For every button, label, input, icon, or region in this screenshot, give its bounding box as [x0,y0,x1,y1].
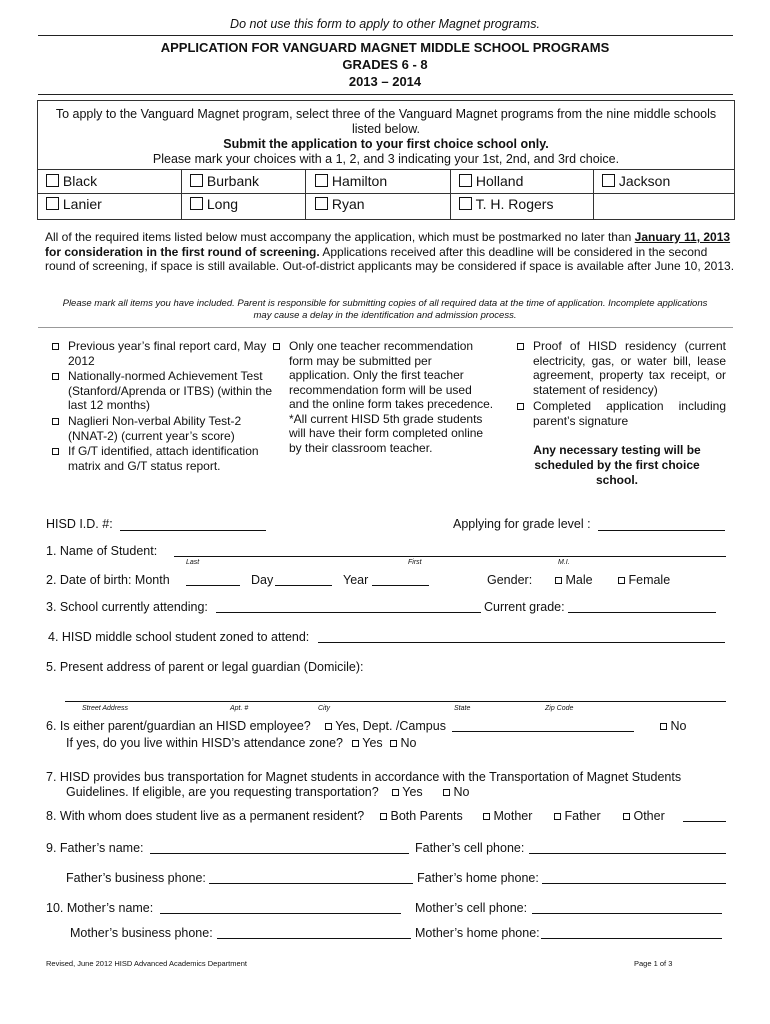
hisd-id-label: HISD I.D. #: [46,517,113,531]
transportation-line2: Guidelines. If eligible, are you requesting transportation? [66,785,379,799]
checkbox-icon[interactable] [46,197,59,210]
resident-other-field[interactable] [683,821,726,822]
attendance-zone-no-label: No [400,736,417,750]
second-round-text: Applications received after this deadline will be considered in the second round of screening, if space is still available. Out-of-district applicants may be considered if space is available after June 10, 2013. [45,244,735,273]
footer-revised: Revised, June 2012 HISD Advanced Academics Department [46,959,247,968]
current-school-field[interactable] [216,612,481,613]
father-name-label: 9. Father’s name: [46,841,144,855]
dob-year-label: Year [343,573,369,587]
student-name-mi-caption: M.I. [558,559,570,566]
mother-name-label: 10. Mother’s name: [46,901,154,915]
school-label: Long [206,196,239,212]
school-grid-col3 [450,169,451,220]
resident-label: 8. With whom does student live as a permanent resident? [46,809,365,823]
father-name-field[interactable] [150,853,409,854]
checkbox-icon[interactable] [602,174,615,187]
school-label: Ryan [331,196,365,212]
school-label: Jackson [618,173,671,189]
item-completed-application [533,399,726,428]
current-grade-field[interactable] [568,612,716,613]
hisd-id-field[interactable] [120,530,266,531]
checkbox-icon[interactable] [517,403,524,410]
school-label: Lanier [62,196,102,212]
hisd-employee-no-option[interactable] [660,719,686,733]
attendance-zone-label: If yes, do you live within HISD’s attendance zone? [66,736,344,750]
checkbox-icon[interactable] [46,174,59,187]
resident-other-label: Other [633,809,665,823]
zoned-school-field[interactable] [318,642,725,643]
item-label: Only one teacher recommendation form may be submitted per application. Only the first teacher recommendation form will be used and the online form takes precedence. *All current HISD 5th grade students will have their form completed online by their classroom teacher. [289,339,494,455]
intro-line4: Please mark your choices with a 1, 2, and 3 indicating your 1st, 2nd, and 3rd choice. [152,152,620,166]
mother-cell-label: Mother’s cell phone: [415,901,528,915]
school-option-long[interactable] [190,196,238,212]
checkbox-icon[interactable] [380,813,387,820]
student-name-label: 1. Name of Student: [46,544,158,558]
item-label: Proof of HISD residency (current electricity, gas, or water bill, lease agreement, property tax receipt, or statement of residency) [533,339,726,397]
school-grid-mid [37,193,735,194]
attendance-zone-yes-label: Yes [362,736,383,750]
checkbox-icon[interactable] [390,740,397,747]
mother-home-field[interactable] [541,938,722,939]
form-notice: Do not use this form to apply to other Magnet programs. [230,17,540,31]
address-state-caption: State [454,705,471,712]
item-label: If G/T identified, attach identification matrix and G/T status report. [68,444,259,473]
header-rule [38,35,733,36]
school-option-burbank[interactable] [190,173,259,189]
item-report-card [68,339,268,368]
checkbox-icon[interactable] [554,813,561,820]
transportation-line1: 7. HISD provides bus transportation for Magnet students in accordance with the Transportation of Magnet Students [46,770,682,784]
grade-level-field[interactable] [598,530,725,531]
hisd-employee-yes-label: Yes, Dept. /Campus [335,719,446,733]
school-option-jackson[interactable] [602,173,670,189]
mother-home-label: Mother’s home phone: [415,926,540,940]
checkbox-icon[interactable] [392,789,399,796]
dob-year-field[interactable] [372,585,429,586]
resident-mother-label: Mother [493,809,533,823]
checkbox-icon[interactable] [325,723,332,730]
form-grades: GRADES 6 - 8 [342,57,428,72]
mother-business-label: Mother’s business phone: [70,926,213,940]
address-city-caption: City [318,705,331,712]
checkbox-icon[interactable] [459,197,472,210]
gender-male-option[interactable] [555,573,593,587]
item-label: Previous year’s final report card, May 2012 [68,339,267,368]
student-name-first-caption: First [408,559,422,566]
address-zip-caption: Zip Code [545,705,574,712]
father-cell-field[interactable] [529,853,726,854]
school-grid-col4 [593,169,594,220]
items-rule [38,327,733,328]
checkbox-icon[interactable] [52,343,59,350]
school-grid-col2 [305,169,306,220]
footer-page-number: Page 1 of 3 [634,959,673,968]
resident-both-label: Both Parents [390,809,463,823]
checkbox-icon[interactable] [273,343,280,350]
hisd-employee-yes-option[interactable] [325,719,446,733]
dept-campus-field[interactable] [452,731,634,732]
mother-business-field[interactable] [217,938,411,939]
current-grade-label: Current grade: [484,600,565,614]
address-apt-caption: Apt. # [230,705,249,712]
gender-label: Gender: [487,573,533,587]
mother-name-field[interactable] [160,913,401,914]
school-label: Holland [475,173,524,189]
checkbox-icon[interactable] [483,813,490,820]
school-grid-top [37,169,735,170]
hisd-employee-no-label: No [670,719,687,733]
father-home-label: Father’s home phone: [417,871,539,885]
first-round-text: for consideration in the first round of screening. [45,244,320,259]
checkbox-icon[interactable] [618,577,625,584]
current-school-label: 3. School currently attending: [46,600,208,614]
intro-line2: listed below. [351,122,421,136]
checkbox-icon[interactable] [52,448,59,455]
form-year: 2013 – 2014 [348,74,422,89]
checkbox-icon[interactable] [459,174,472,187]
dob-month-field[interactable] [186,585,240,586]
school-label: Burbank [206,173,260,189]
school-option-holland[interactable] [459,173,523,189]
checkbox-icon[interactable] [660,723,667,730]
item-label: Naglieri Non-verbal Ability Test-2 (NNAT-2) (current year’s score) [68,414,242,443]
checkbox-icon[interactable] [315,197,328,210]
form-title: APPLICATION FOR VANGUARD MAGNET MIDDLE SCHOOL PROGRAMS [160,40,610,55]
checkbox-icon[interactable] [190,174,203,187]
transportation-yes-label: Yes [402,785,423,799]
intro-line3: Submit the application to your first choice school only. [223,137,549,151]
hisd-employee-label: 6. Is either parent/guardian an HISD employee? [46,719,311,733]
resident-mother-option[interactable] [483,809,532,823]
item-label: Completed application including parent’s signature [533,399,726,428]
header-rule-bottom [38,94,733,95]
gender-female-label: Female [628,573,671,587]
gender-female-option[interactable] [618,573,670,587]
school-option-hamilton[interactable] [315,173,387,189]
item-gt-matrix [68,444,268,473]
intro-line1: To apply to the Vanguard Magnet program, select three of the Vanguard Magnet programs from the nine middle schools [55,107,717,121]
requirements-note: Please mark all items you have included. Parent is responsible for submitting copies of all required data at the time of application. Incomplete applications may cause a delay in the identification and admission process. [62,298,708,321]
item-achievement-test [68,369,278,413]
testing-note: Any necessary testing will be scheduled by the first choice school. [533,443,701,487]
student-name-last-caption: Last [186,559,200,566]
school-label: Black [62,173,98,189]
school-option-lanier[interactable] [46,196,102,212]
item-residency-proof [533,339,726,397]
requirements-paragraph [45,230,735,274]
requirements-text: All of the required items listed below must accompany the application, which must be postmarked no later than [45,230,632,244]
dob-day-field[interactable] [275,585,332,586]
attendance-zone-yes-option[interactable] [352,736,383,750]
address-street-caption: Street Address [82,705,129,712]
checkbox-icon[interactable] [315,174,328,187]
school-option-black[interactable] [46,173,97,189]
father-home-field[interactable] [542,883,726,884]
attendance-zone-no-option[interactable] [390,736,416,750]
dob-label: 2. Date of birth: Month [46,573,170,587]
item-label: Nationally-normed Achievement Test (Stanford/Aprenda or ITBS) (within the last 12 months) [68,369,273,412]
resident-father-label: Father [564,809,601,823]
gender-male-label: Male [565,573,593,587]
transportation-no-option[interactable] [443,785,469,799]
checkbox-icon[interactable] [623,813,630,820]
father-business-field[interactable] [209,883,413,884]
father-business-label: Father’s business phone: [66,871,206,885]
transportation-yes-option[interactable] [392,785,423,799]
grade-level-label: Applying for grade level : [453,517,591,531]
resident-father-option[interactable] [554,809,601,823]
school-label: T. H. Rogers [475,196,554,212]
checkbox-icon[interactable] [517,343,524,350]
mother-cell-field[interactable] [532,913,722,914]
checkbox-icon[interactable] [52,418,59,425]
student-name-field[interactable] [174,556,726,557]
checkbox-icon[interactable] [190,197,203,210]
school-label: Hamilton [331,173,388,189]
school-option-ryan[interactable] [315,196,365,212]
father-cell-label: Father’s cell phone: [415,841,525,855]
item-naglieri-test [68,414,278,443]
school-option-th-rogers[interactable] [459,196,553,212]
dob-day-label: Day [251,573,274,587]
zoned-school-label: 4. HISD middle school student zoned to attend: [48,630,310,644]
address-field[interactable] [65,701,726,702]
checkbox-icon[interactable] [443,789,450,796]
transportation-no-label: No [453,785,470,799]
address-label: 5. Present address of parent or legal guardian (Domicile): [46,660,364,674]
checkbox-icon[interactable] [52,373,59,380]
checkbox-icon[interactable] [352,740,359,747]
deadline-date: January 11, 2013 [634,230,731,244]
item-teacher-recommendation [289,339,494,455]
school-grid-col1 [181,169,182,220]
resident-both-option[interactable] [380,809,463,823]
resident-other-option[interactable] [623,809,665,823]
checkbox-icon[interactable] [555,577,562,584]
